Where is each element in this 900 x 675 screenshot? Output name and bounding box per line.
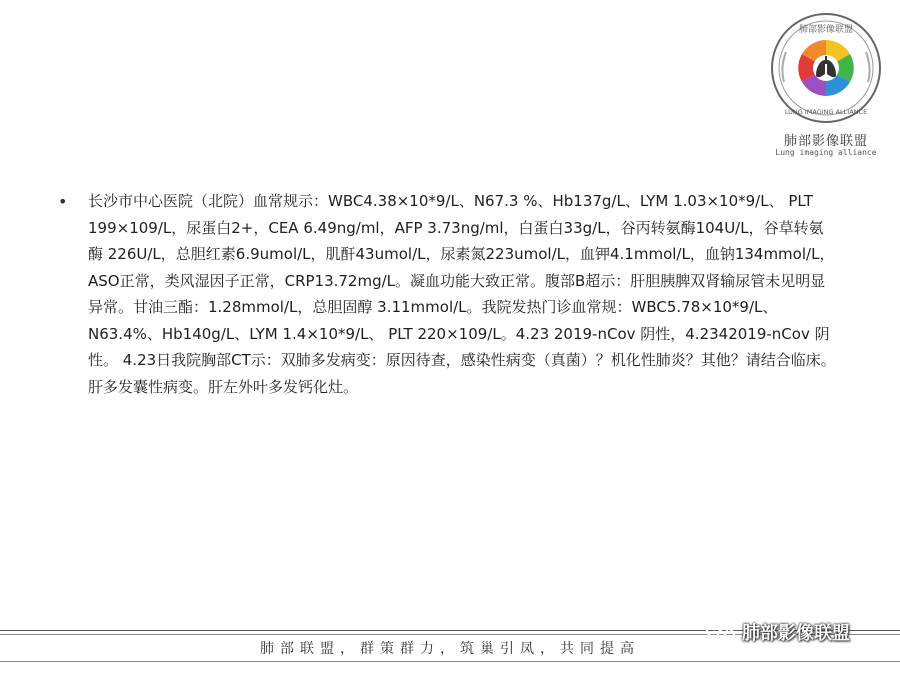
footer-slogan: 肺部联盟，群策群力，筑巢引凤，共同提高 xyxy=(260,641,640,657)
alliance-emblem xyxy=(770,12,882,124)
footer-rule-bottom xyxy=(0,661,900,662)
wechat-icon xyxy=(706,621,736,643)
clinical-findings-paragraph: 长沙市中心医院（北院）血常规示：WBC4.38×10*9/L、N67.3 %、Hb137g/L、LYM 1.03×10*9/L、 PLT 199×109/L，尿蛋白2+，CEA 6.49ng/ml，AFP 3.73ng/ml，白蛋白33g/L，谷丙转氨酶104U/L，谷草转氨酶 226U/L，总胆红素6.9umol/L，肌酐43umol/L，尿素氮223umol/L，血钾4.1mmol/L，血钠134mmol/L，ASO正常，类风湿因子正常，CRP13.72mg/L。凝血功能大致正常。腹部B超示：肝胆胰脾双肾输尿管未见明显异常。甘油三酯：1.28mmol/L，总胆固醇 3.11mmol/L。我院发热门诊血常规：WBC5.78×10*9/L、N63.4%、Hb140g/L、LYM 1.4×10*9/L、 PLT 220×109/L。4.23 2019-nCov 阴性，4.2342019-nCov 阴性。 4.23日我院胸部CT示：双肺多发病变：原因待查，感染性病变（真菌）？机化性肺炎？其他？请结合临床。肝多发囊性病变。肝左外叶多发钙化灶。 xyxy=(88,192,836,396)
svg-text:肺部影像联盟: 肺部影像联盟 xyxy=(798,25,854,35)
logo-subcaption: Lung imaging alliance xyxy=(775,148,877,157)
watermark-text: 肺部影像联盟 xyxy=(742,623,850,644)
wechat-watermark xyxy=(706,618,850,646)
svg-text:LUNG IMAGING ALLIANCE: LUNG IMAGING ALLIANCE xyxy=(784,108,868,116)
slide-content xyxy=(58,188,836,400)
bullet-dot: • xyxy=(58,192,68,211)
logo-caption: 肺部影像联盟 xyxy=(783,134,868,149)
alliance-logo xyxy=(770,12,882,162)
